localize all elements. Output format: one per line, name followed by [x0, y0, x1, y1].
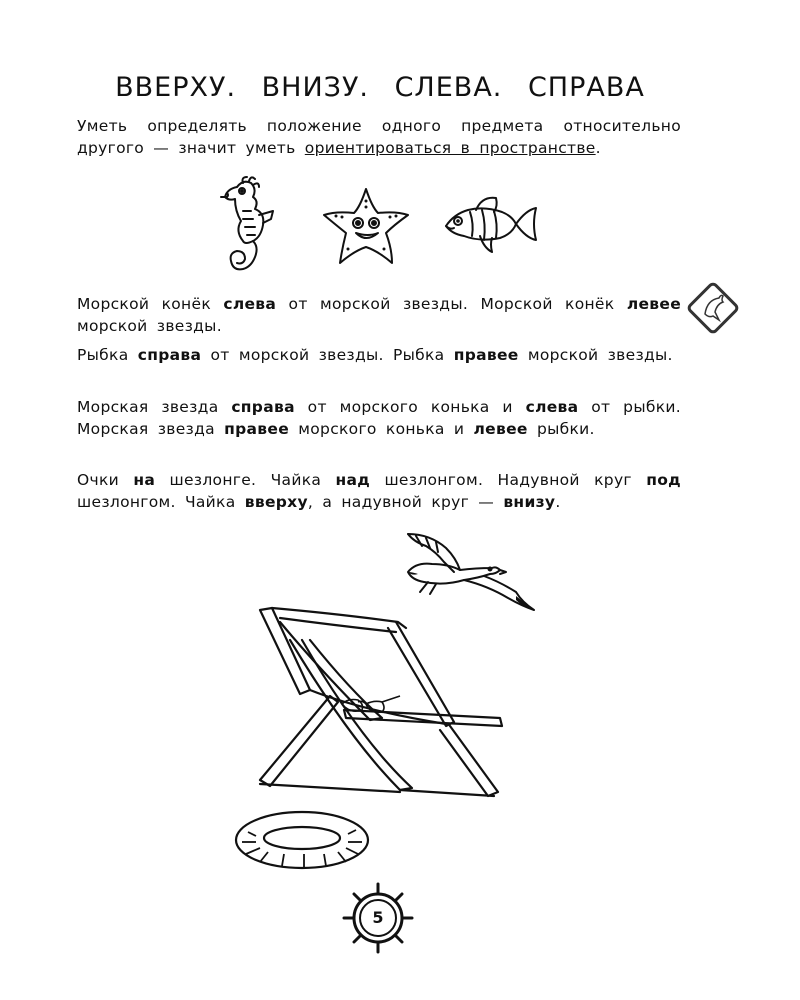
page-title: ВВЕРХУ. ВНИЗУ. СЛЕВА. СПРАВА [115, 72, 645, 103]
intro-end: . [595, 139, 601, 157]
p4-bold-1: на [133, 471, 156, 489]
p3-bold-2: слева [525, 398, 579, 416]
p2-bold-1: справа [137, 346, 202, 364]
intro-paragraph [77, 115, 681, 159]
page-number: 5 [372, 908, 384, 927]
p3-bold-4: левее [473, 420, 528, 438]
p3-bold-3: правее [224, 420, 290, 438]
seahorse-illustration [215, 175, 285, 283]
paragraph-deckchair [77, 469, 681, 513]
p2-text-3: морской звезды. [518, 346, 673, 364]
p3-bold-1: справа [231, 398, 295, 416]
p3-text-3: от рыбки. Морская звезда [77, 398, 681, 438]
paragraph-starfish [77, 396, 681, 440]
p1-bold-2: левее [626, 295, 682, 313]
p4-text-3: шезлонгом. Надувной круг [370, 471, 647, 489]
p4-bold-3: под [646, 471, 681, 489]
intro-underlined: ориентироваться в пространстве [304, 139, 596, 157]
p1-text-3: морской звезды. [77, 317, 222, 335]
p4-bold-4: вверху [244, 493, 308, 511]
p1-text-2: от морской звезды. Морской конёк [276, 295, 627, 313]
paragraph-seahorse [77, 293, 681, 337]
starfish-illustration [320, 185, 412, 267]
p3-text-1: Морская звезда [77, 398, 232, 416]
p4-text-2: шезлонге. Чайка [155, 471, 336, 489]
p4-text-4: шезлонгом. Чайка [77, 493, 245, 511]
fish-illustration [440, 190, 540, 258]
deckchair-illustration [250, 600, 510, 820]
dolphin-badge-icon [685, 280, 741, 336]
paragraph-fish [77, 344, 681, 366]
p1-text-1: Морской конёк [77, 295, 224, 313]
p2-text-1: Рыбка [77, 346, 138, 364]
p2-bold-2: правее [453, 346, 519, 364]
p3-text-4: морского конька и [289, 420, 474, 438]
p3-text-2: от морского конька и [294, 398, 526, 416]
swim-ring-illustration [232, 808, 372, 872]
p2-text-2: от морской звезды. Рыбка [201, 346, 454, 364]
p4-bold-2: над [335, 471, 371, 489]
p1-bold-1: слева [223, 295, 277, 313]
p4-text-5: , а надувной круг — [307, 493, 504, 511]
intro-text: Уметь определять положение одного предмета относительно другого — значит уметь [77, 117, 681, 157]
p4-text-6: . [555, 493, 561, 511]
p4-bold-5: внизу [503, 493, 556, 511]
p4-text-1: Очки [77, 471, 134, 489]
p3-text-5: рыбки. [527, 420, 595, 438]
